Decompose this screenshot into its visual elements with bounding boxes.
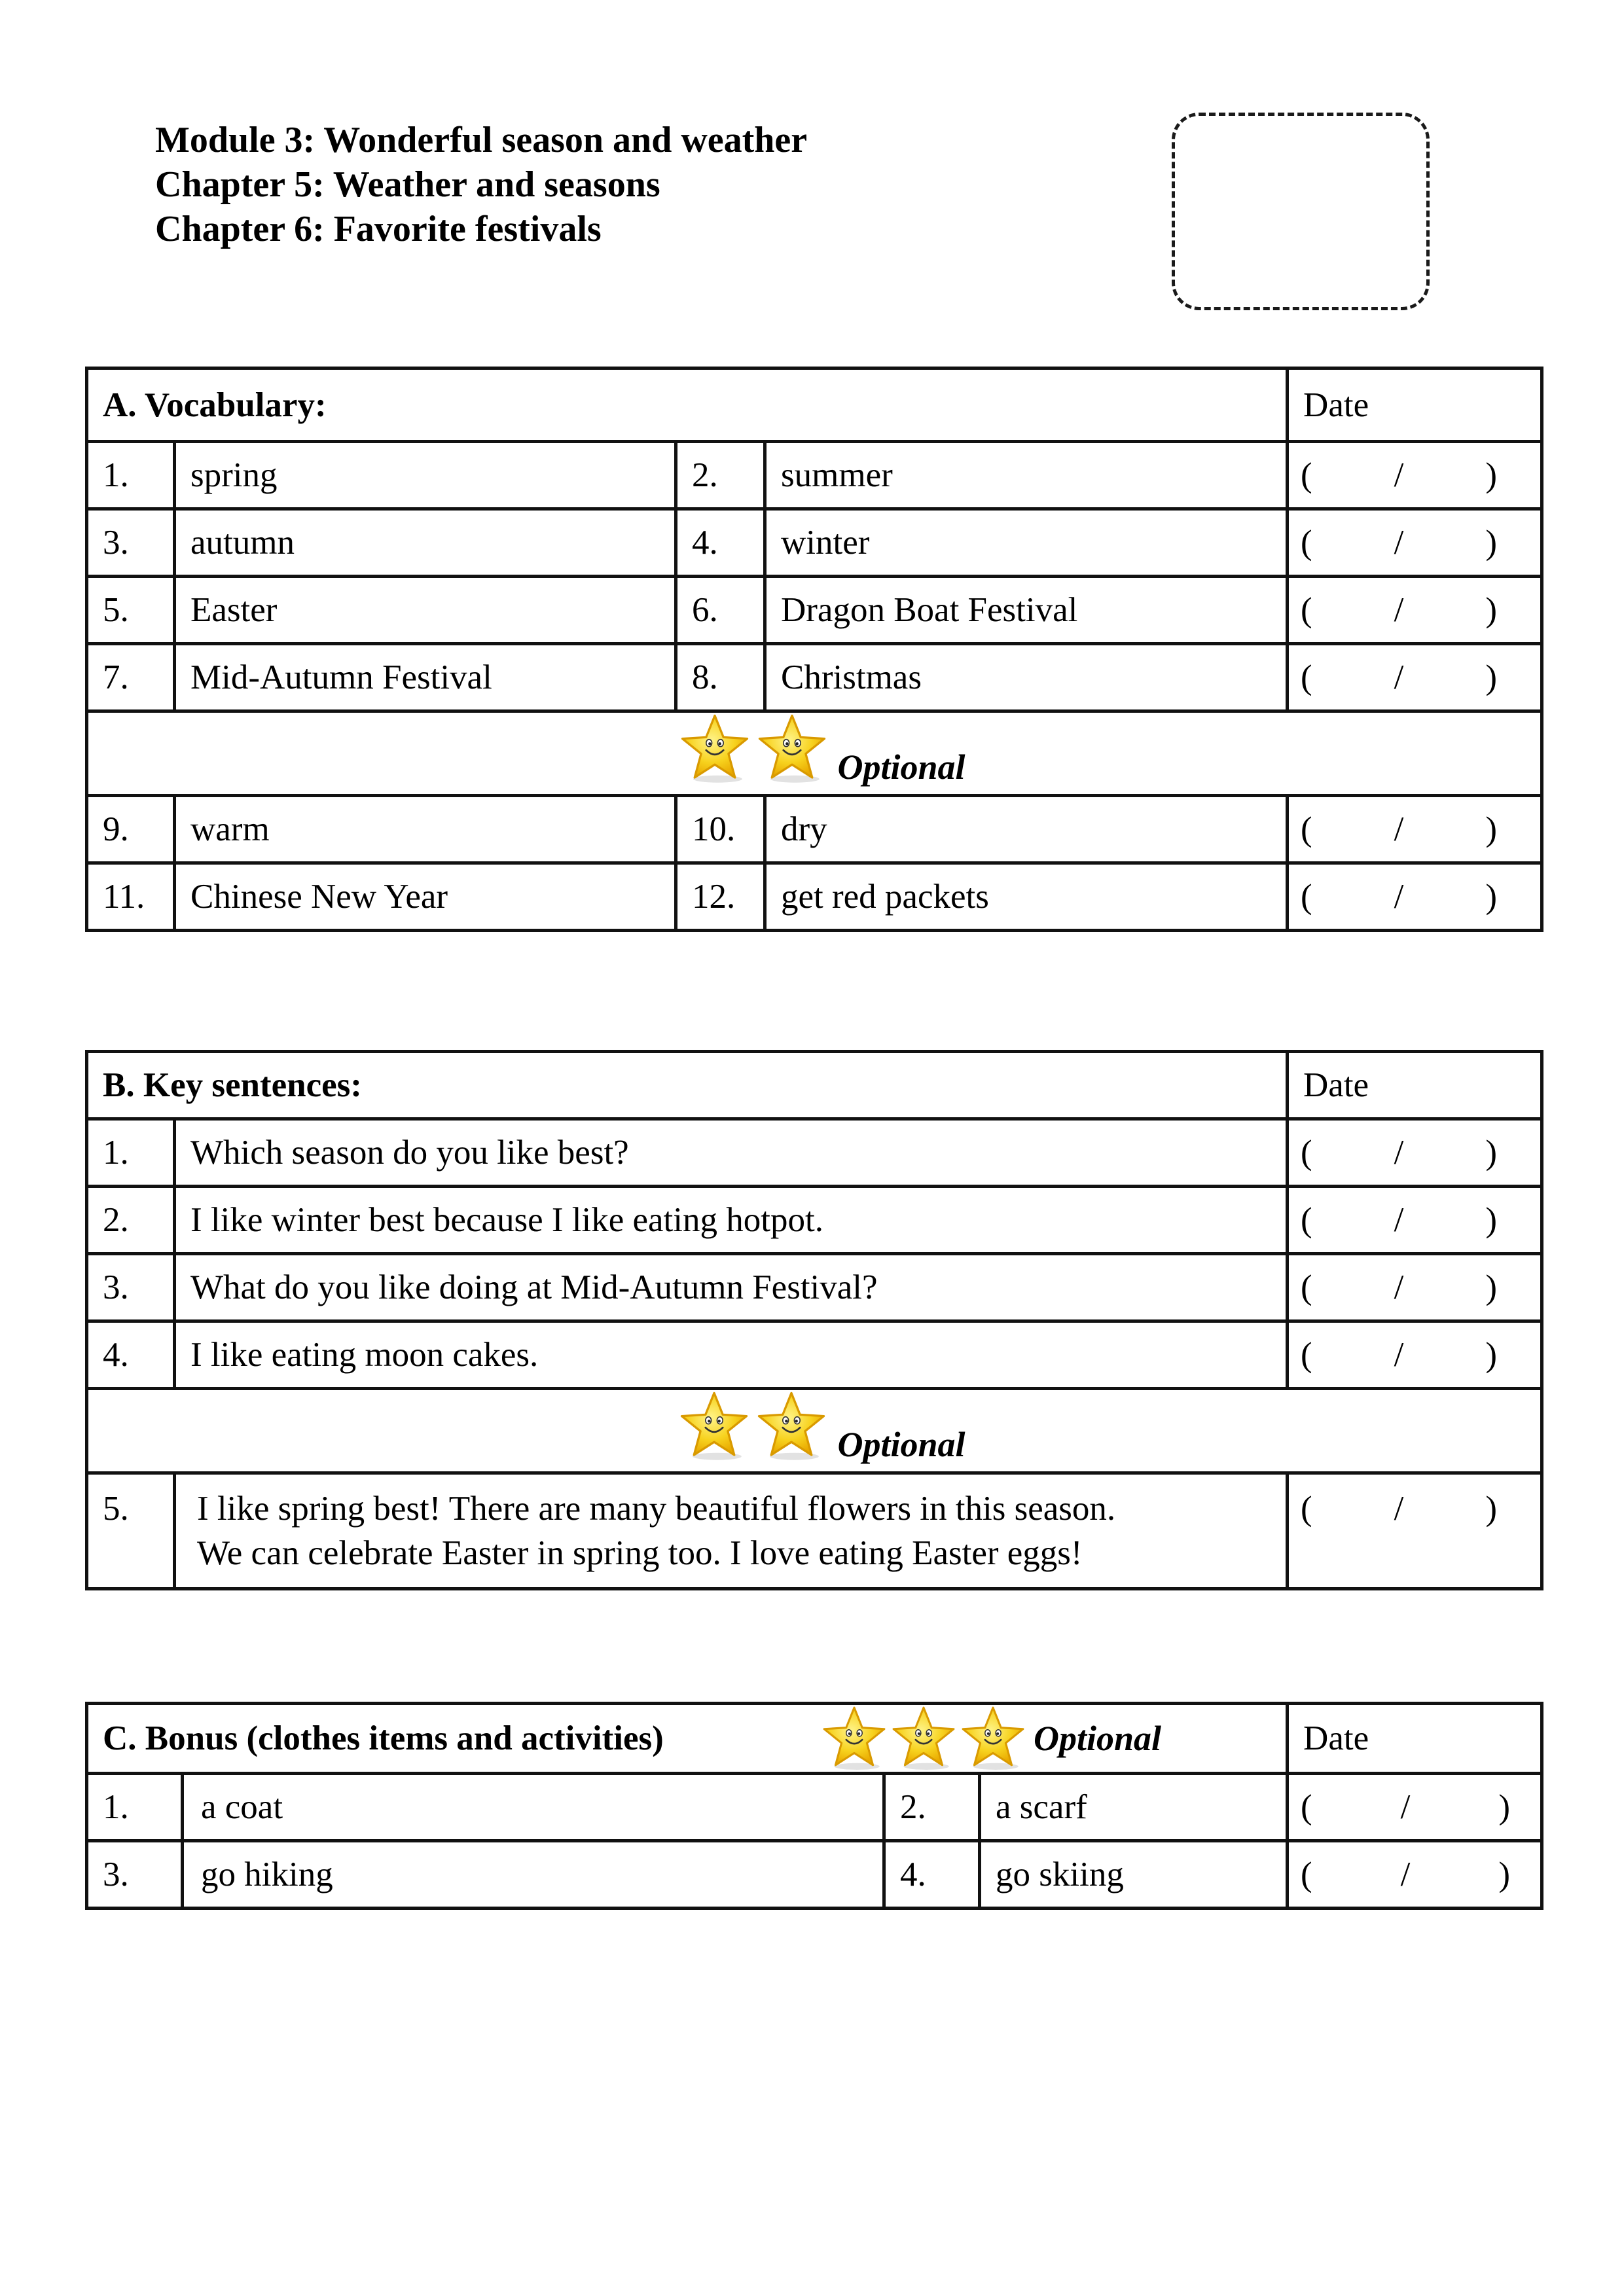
item-number: 10. bbox=[676, 796, 765, 863]
item-number: 6. bbox=[676, 577, 765, 644]
worksheet-header bbox=[155, 118, 807, 251]
vocab-word: summer bbox=[765, 442, 1288, 509]
item-number: 5. bbox=[87, 577, 175, 644]
item-number: 11. bbox=[87, 863, 175, 931]
bonus-word: go skiing bbox=[980, 1841, 1288, 1909]
chapter-5-title: Chapter 5: Weather and seasons bbox=[155, 164, 660, 205]
date-open-paren: ( bbox=[1301, 456, 1312, 494]
key-sentence: I like winter best because I like eating hotpot. bbox=[175, 1187, 1288, 1254]
table-row bbox=[87, 442, 1542, 509]
date-open-paren: ( bbox=[1301, 658, 1312, 696]
bonus-word: a scarf bbox=[980, 1774, 1288, 1841]
item-number: 4. bbox=[87, 1321, 175, 1389]
item-number: 3. bbox=[87, 1841, 183, 1909]
vocabulary-title: A. Vocabulary: bbox=[87, 368, 1288, 442]
date-close-paren: ) bbox=[1498, 1856, 1511, 1893]
optional-label: Optional bbox=[837, 747, 965, 787]
date-slash: / bbox=[1394, 810, 1404, 848]
smiley-star-icon bbox=[959, 1705, 1027, 1772]
bonus-word: a coat bbox=[183, 1774, 884, 1841]
date-slash: / bbox=[1394, 456, 1404, 494]
date-field[interactable] bbox=[1288, 796, 1542, 863]
date-close-paren: ) bbox=[1485, 591, 1498, 629]
item-number: 4. bbox=[884, 1841, 980, 1909]
chapter-6-title: Chapter 6: Favorite festivals bbox=[155, 209, 602, 249]
date-open-paren: ( bbox=[1301, 1268, 1312, 1306]
date-open-paren: ( bbox=[1301, 1336, 1312, 1374]
date-field[interactable] bbox=[1288, 863, 1542, 931]
item-number: 1. bbox=[87, 442, 175, 509]
item-number: 9. bbox=[87, 796, 175, 863]
item-number: 2. bbox=[884, 1774, 980, 1841]
date-slash: / bbox=[1394, 1134, 1404, 1172]
date-field[interactable] bbox=[1288, 1473, 1542, 1589]
table-row bbox=[87, 1254, 1542, 1321]
table-row bbox=[87, 1774, 1542, 1841]
date-slash: / bbox=[1394, 524, 1404, 562]
date-field[interactable] bbox=[1288, 1254, 1542, 1321]
date-slash: / bbox=[1394, 658, 1404, 696]
table-row bbox=[87, 1119, 1542, 1187]
table-row bbox=[87, 509, 1542, 577]
optional-banner bbox=[87, 711, 1542, 796]
table-row bbox=[87, 1321, 1542, 1389]
vocab-word: get red packets bbox=[765, 863, 1288, 931]
key-sentence: What do you like doing at Mid-Autumn Festival? bbox=[175, 1254, 1288, 1321]
smiley-star-icon bbox=[890, 1705, 958, 1772]
vocab-word: dry bbox=[765, 796, 1288, 863]
paragraph-line: I like spring best! There are many beautiful flowers in this season. bbox=[197, 1490, 1116, 1528]
vocab-word: spring bbox=[175, 442, 676, 509]
item-number: 2. bbox=[87, 1187, 175, 1254]
date-slash: / bbox=[1400, 1788, 1411, 1826]
date-slash: / bbox=[1400, 1856, 1411, 1893]
date-slash: / bbox=[1394, 1268, 1404, 1306]
date-close-paren: ) bbox=[1485, 878, 1498, 916]
optional-row bbox=[87, 711, 1542, 796]
date-open-paren: ( bbox=[1301, 1788, 1312, 1826]
stamp-box bbox=[1172, 113, 1430, 310]
date-slash: / bbox=[1394, 1490, 1404, 1528]
table-row bbox=[87, 796, 1542, 863]
vocab-word: autumn bbox=[175, 509, 676, 577]
vocab-word: winter bbox=[765, 509, 1288, 577]
key-sentences-header-row bbox=[87, 1052, 1542, 1119]
date-close-paren: ) bbox=[1485, 1490, 1497, 1528]
date-slash: / bbox=[1394, 878, 1404, 916]
date-close-paren: ) bbox=[1498, 1788, 1511, 1826]
bonus-title: C. Bonus (clothes items and activities) bbox=[103, 1719, 664, 1757]
table-row bbox=[87, 1473, 1542, 1589]
table-row bbox=[87, 863, 1542, 931]
date-field[interactable] bbox=[1288, 1119, 1542, 1187]
key-sentence: Which season do you like best? bbox=[175, 1119, 1288, 1187]
date-header: Date bbox=[1288, 1704, 1542, 1774]
smiley-star-icon bbox=[678, 713, 751, 785]
smiley-star-icon bbox=[755, 713, 829, 785]
vocab-word: Mid-Autumn Festival bbox=[175, 644, 676, 711]
date-open-paren: ( bbox=[1301, 1134, 1312, 1172]
item-number: 3. bbox=[87, 1254, 175, 1321]
vocabulary-header-row bbox=[87, 368, 1542, 442]
smiley-star-icon bbox=[820, 1705, 888, 1772]
item-number: 1. bbox=[87, 1119, 175, 1187]
module-title: Module 3: Wonderful season and weather bbox=[155, 120, 808, 160]
bonus-header-row bbox=[87, 1704, 1542, 1774]
vocab-word: Easter bbox=[175, 577, 676, 644]
vocab-word: Dragon Boat Festival bbox=[765, 577, 1288, 644]
date-close-paren: ) bbox=[1485, 1268, 1497, 1306]
table-row bbox=[87, 1841, 1542, 1909]
vocab-word: Christmas bbox=[765, 644, 1288, 711]
date-open-paren: ( bbox=[1301, 1201, 1312, 1239]
date-open-paren: ( bbox=[1301, 878, 1312, 916]
date-close-paren: ) bbox=[1485, 1201, 1497, 1239]
item-number: 12. bbox=[676, 863, 765, 931]
date-field[interactable] bbox=[1288, 1321, 1542, 1389]
date-field[interactable] bbox=[1288, 577, 1542, 644]
bonus-table bbox=[85, 1702, 1543, 1910]
date-close-paren: ) bbox=[1485, 524, 1498, 562]
date-close-paren: ) bbox=[1485, 456, 1498, 494]
vocab-word: Chinese New Year bbox=[175, 863, 676, 931]
date-open-paren: ( bbox=[1301, 1490, 1312, 1528]
optional-row bbox=[87, 1389, 1542, 1473]
date-open-paren: ( bbox=[1301, 1856, 1312, 1893]
date-field[interactable] bbox=[1288, 1841, 1542, 1909]
table-row bbox=[87, 577, 1542, 644]
table-row bbox=[87, 644, 1542, 711]
key-sentences-title: B. Key sentences: bbox=[87, 1052, 1288, 1119]
date-slash: / bbox=[1394, 591, 1404, 629]
date-open-paren: ( bbox=[1301, 591, 1312, 629]
date-header: Date bbox=[1288, 368, 1542, 442]
date-field[interactable] bbox=[1288, 1187, 1542, 1254]
key-sentence: I like eating moon cakes. bbox=[175, 1321, 1288, 1389]
item-number: 8. bbox=[676, 644, 765, 711]
bonus-header bbox=[87, 1704, 1288, 1774]
smiley-star-icon bbox=[677, 1390, 751, 1462]
vocab-word: warm bbox=[175, 796, 676, 863]
key-sentences-table bbox=[85, 1050, 1543, 1590]
date-open-paren: ( bbox=[1301, 524, 1312, 562]
item-number: 4. bbox=[676, 509, 765, 577]
optional-label: Optional bbox=[1034, 1719, 1162, 1758]
item-number: 5. bbox=[87, 1473, 175, 1589]
date-close-paren: ) bbox=[1485, 810, 1498, 848]
key-sentence-paragraph bbox=[175, 1473, 1288, 1589]
item-number: 7. bbox=[87, 644, 175, 711]
date-close-paren: ) bbox=[1485, 1336, 1497, 1374]
optional-banner bbox=[87, 1389, 1542, 1473]
item-number: 2. bbox=[676, 442, 765, 509]
smiley-star-icon bbox=[755, 1390, 828, 1462]
date-field[interactable] bbox=[1288, 442, 1542, 509]
date-field[interactable] bbox=[1288, 644, 1542, 711]
item-number: 1. bbox=[87, 1774, 183, 1841]
vocabulary-table bbox=[85, 367, 1543, 932]
bonus-word: go hiking bbox=[183, 1841, 884, 1909]
date-close-paren: ) bbox=[1485, 1134, 1497, 1172]
item-number: 3. bbox=[87, 509, 175, 577]
optional-label: Optional bbox=[837, 1425, 965, 1464]
date-field[interactable] bbox=[1288, 1774, 1542, 1841]
date-open-paren: ( bbox=[1301, 810, 1312, 848]
paragraph-line: We can celebrate Easter in spring too. I love eating Easter eggs! bbox=[197, 1534, 1083, 1572]
date-slash: / bbox=[1394, 1336, 1404, 1374]
optional-banner bbox=[820, 1705, 1161, 1772]
date-slash: / bbox=[1394, 1201, 1404, 1239]
table-row bbox=[87, 1187, 1542, 1254]
date-close-paren: ) bbox=[1485, 658, 1498, 696]
date-field[interactable] bbox=[1288, 509, 1542, 577]
date-header: Date bbox=[1288, 1052, 1542, 1119]
